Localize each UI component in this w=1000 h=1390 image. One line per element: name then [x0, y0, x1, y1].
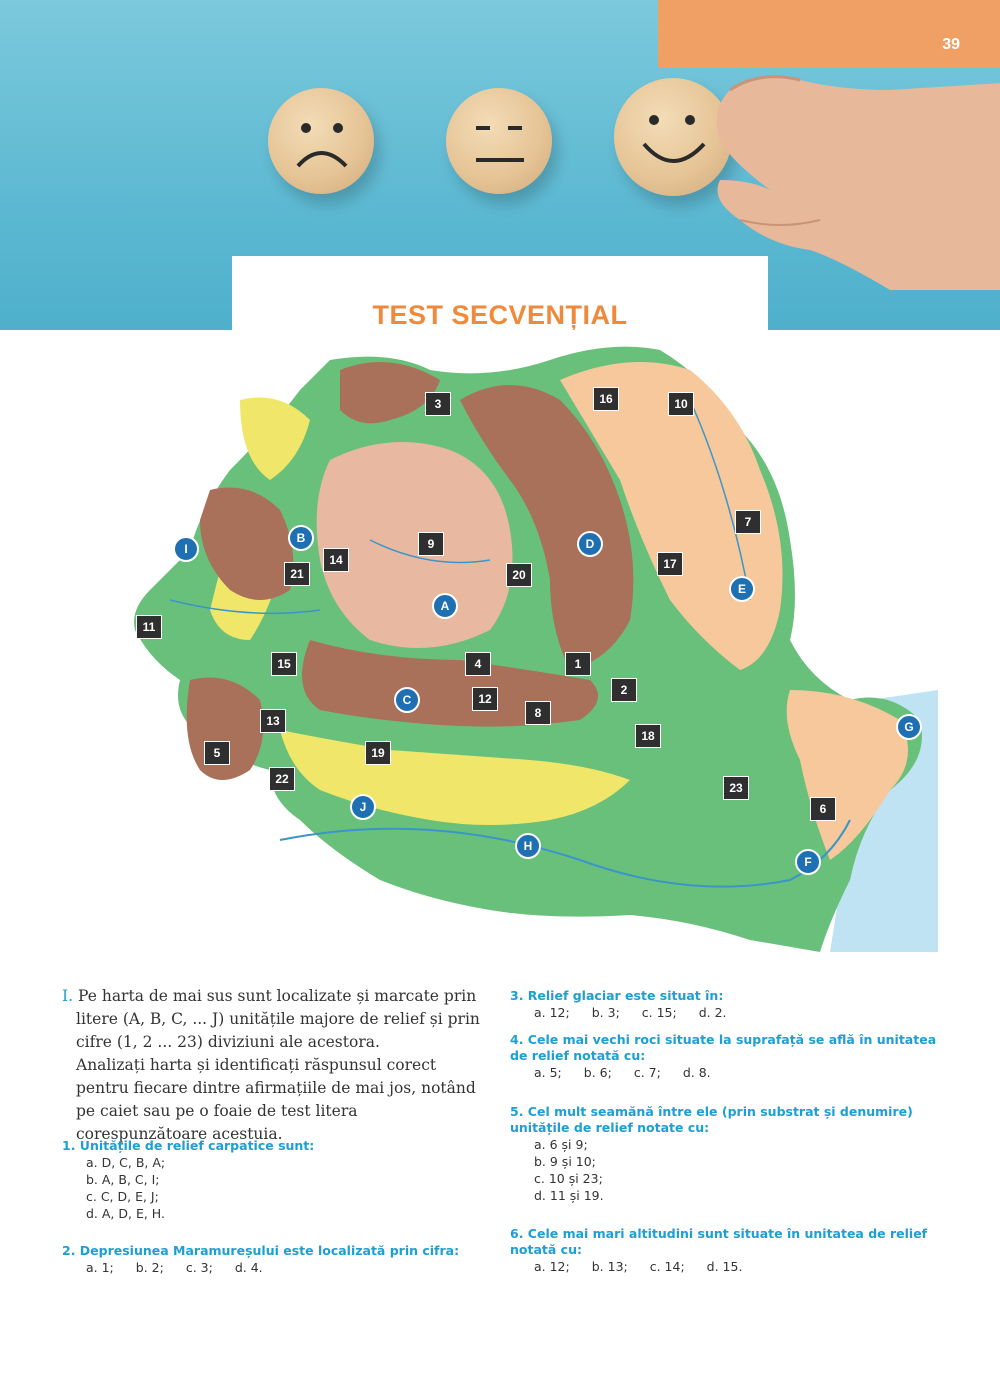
map-number-label: 20: [506, 563, 532, 587]
page-number-tab: [658, 0, 1000, 68]
map-letter-label: B: [288, 525, 314, 551]
map-number-label: 21: [284, 562, 310, 586]
map-number-label: 10: [668, 392, 694, 416]
answer-option: c. 7;: [633, 1065, 661, 1080]
map-number-label: 12: [472, 687, 498, 711]
map-letter-label: C: [394, 687, 420, 713]
answer-option: b. 6;: [583, 1065, 612, 1080]
answer-options: [510, 1258, 940, 1275]
section-roman: I.: [62, 987, 74, 1005]
intro-paragraph-1: [62, 985, 492, 1054]
page-title: TEST SECVENȚIAL: [372, 300, 628, 330]
intro-text: [62, 985, 492, 1146]
answer-option: a. 5;: [534, 1065, 562, 1080]
question-title: 2. Depresiunea Maramureșului este localizată prin cifra:: [62, 1243, 460, 1258]
answer-option: b. 2;: [135, 1260, 164, 1275]
map-number-label: 18: [635, 724, 661, 748]
answer-option: c. C, D, E, J;: [86, 1189, 159, 1204]
answer-option: a. 12;: [534, 1259, 570, 1274]
map-number-label: 15: [271, 652, 297, 676]
question-1: [62, 1138, 492, 1222]
map-letter-label: E: [729, 576, 755, 602]
map-letter-label: A: [432, 593, 458, 619]
answer-option: a. D, C, B, A;: [86, 1155, 166, 1170]
map-letter-label: H: [515, 833, 541, 859]
question-3: [510, 988, 940, 1021]
map-number-label: 16: [593, 387, 619, 411]
intro-paragraph-2: Analizați harta și identificați răspunsul corect pentru fiecare dintre afirmațiile de mai jos, notând pe caiet sau pe o foaie de test litera corespunzătoare acestuia.: [76, 1056, 476, 1143]
answer-option: a. 12;: [534, 1005, 570, 1020]
question-title: 4. Cele mai vechi roci situate la suprafață se află în unitatea de relief notată cu:: [510, 1032, 937, 1063]
map-number-label: 22: [269, 767, 295, 791]
answer-option: b. 3;: [591, 1005, 620, 1020]
question-2: [62, 1243, 492, 1276]
map-letter-label: F: [795, 849, 821, 875]
map-number-label: 4: [465, 652, 491, 676]
question-4: [510, 1032, 940, 1081]
map-number-label: 8: [525, 701, 551, 725]
neutral-face-icon: [446, 88, 552, 194]
map-number-label: 3: [425, 392, 451, 416]
map-letter-label: D: [577, 531, 603, 557]
map-letter-label: J: [350, 794, 376, 820]
answer-option: d. A, D, E, H.: [86, 1206, 165, 1221]
answer-option: d. 4.: [234, 1260, 263, 1275]
map-number-label: 9: [418, 532, 444, 556]
map-number-label: 13: [260, 709, 286, 733]
answer-option: d. 8.: [682, 1065, 711, 1080]
map-number-label: 7: [735, 510, 761, 534]
answer-option: c. 3;: [185, 1260, 213, 1275]
map-letter-label: G: [896, 714, 922, 740]
map-number-label: 17: [657, 552, 683, 576]
answer-option: b. 9 și 10;: [534, 1154, 596, 1169]
question-title: 1. Unitățile de relief carpatice sunt:: [62, 1138, 315, 1153]
answer-option: d. 2.: [698, 1005, 727, 1020]
map-number-label: 6: [810, 797, 836, 821]
question-6: [510, 1226, 940, 1275]
answer-option: d. 11 și 19.: [534, 1188, 604, 1203]
map-number-label: 1: [565, 652, 591, 676]
question-title: 5. Cel mult seamănă între ele (prin substrat și denumire) unitățile de relief notate cu:: [510, 1104, 913, 1135]
answer-option: d. 15.: [706, 1259, 743, 1274]
answer-options: [62, 1259, 492, 1276]
answer-option: b. 13;: [591, 1259, 628, 1274]
page-number: 39: [942, 36, 960, 53]
answer-options: [510, 1064, 940, 1081]
answer-option: c. 10 și 23;: [534, 1171, 603, 1186]
map-number-label: 2: [611, 678, 637, 702]
answer-option: a. 1;: [86, 1260, 114, 1275]
relief-map: [130, 340, 940, 955]
map-number-label: 11: [136, 615, 162, 639]
intro-p1-text: Pe harta de mai sus sunt localizate și marcate prin litere (A, B, C, ... J) unitățile majore de relief și prin cifre (1, 2 ... 23) diviziuni ale acestora.: [76, 987, 480, 1051]
answer-options: [510, 1004, 940, 1021]
map-number-label: 19: [365, 741, 391, 765]
question-title: 6. Cele mai mari altitudini sunt situate în unitatea de relief notată cu:: [510, 1226, 928, 1257]
question-title: 3. Relief glaciar este situat în:: [510, 988, 724, 1003]
answer-option: a. 6 și 9;: [534, 1137, 588, 1152]
question-5: [510, 1104, 940, 1204]
answer-option: c. 14;: [649, 1259, 685, 1274]
map-number-label: 23: [723, 776, 749, 800]
map-number-label: 14: [323, 548, 349, 572]
answer-option: c. 15;: [641, 1005, 677, 1020]
answer-option: b. A, B, C, I;: [86, 1172, 160, 1187]
map-number-label: 5: [204, 741, 230, 765]
map-letter-label: I: [173, 536, 199, 562]
sad-face-icon: [268, 88, 374, 194]
